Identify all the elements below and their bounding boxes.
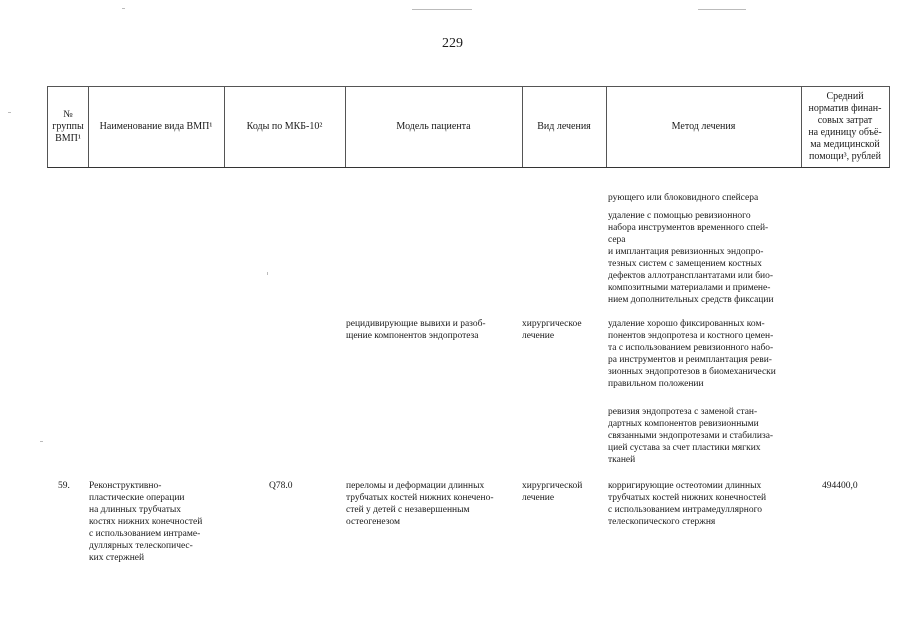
scan-speck — [267, 272, 268, 275]
method-recidive: удаление хорошо фиксированных ком- понентов эндопротеза и костного цемен- та с использованием ревизионного набо- ра инструментов и реимплантация реви- зионных эндопротезов в биомеханически правильном положении — [608, 319, 776, 389]
header-treatment-type: Вид лечения — [537, 121, 591, 132]
scan-speck — [698, 9, 746, 10]
header-group-number: № группы ВМП¹ — [52, 109, 84, 144]
group-59-icd-code: Q78.0 — [269, 481, 293, 491]
header-patient-model: Модель пациента — [396, 121, 471, 132]
method-continuation: рующего или блоковидного спейсера — [608, 193, 759, 203]
group-59-average-cost: 494400,0 — [822, 481, 858, 491]
header-average-cost: Средний норматив финан- совых затрат на единицу объё- ма медицинской помощи³, рублей — [808, 91, 882, 162]
header-treatment-method: Метод лечения — [671, 121, 736, 132]
method-revision-removal: удаление с помощью ревизионного набора инструментов временного спей- сера и имплантация ревизионных эндопро- тезных систем с замещением костных дефектов аллотрансплантатами или био- композитными материалами и примене- нием дополнительных средств фиксации — [608, 211, 774, 305]
header-icd-codes: Коды по МКБ-10² — [246, 121, 323, 132]
group-59-number: 59. — [58, 481, 70, 491]
group-59-patient-model: переломы и деформации длинных трубчатых костей нижних конечено- стей у детей с незавершенным остеогенезом — [346, 481, 494, 527]
scan-speck — [122, 8, 125, 9]
group-59-treatment-type: хирургической лечение — [522, 481, 583, 503]
header-vmp-name: Наименование вида ВМП¹ — [99, 121, 213, 132]
page-number: 229 — [442, 36, 463, 51]
table-header — [47, 86, 890, 168]
treatment-type-recidive: хирургическое лечение — [522, 319, 582, 341]
group-59-method: корригирующие остеотомии длинных трубчатых костей нижних конечностей с использованием интрамедуллярного телескопического стержня — [608, 481, 767, 527]
patient-model-recidive: рецидивирующие вывихи и разоб- щение компонентов эндопротеза — [346, 319, 486, 341]
scan-speck — [8, 112, 11, 113]
method-endoprosthesis-revision: ревизия эндопротеза с заменой стан- дартных компонентов ревизионными связанными эндопротезами и стабилиза- цией сустава за счет пластики мягких тканей — [608, 407, 774, 465]
scan-speck — [40, 441, 43, 442]
scan-speck — [412, 9, 472, 10]
group-59-name: Реконструктивно- пластические операции на длинных трубчатых костях нижних конечностей с использованием интраме- дуллярных телескопичес- ких стержней — [89, 481, 203, 563]
